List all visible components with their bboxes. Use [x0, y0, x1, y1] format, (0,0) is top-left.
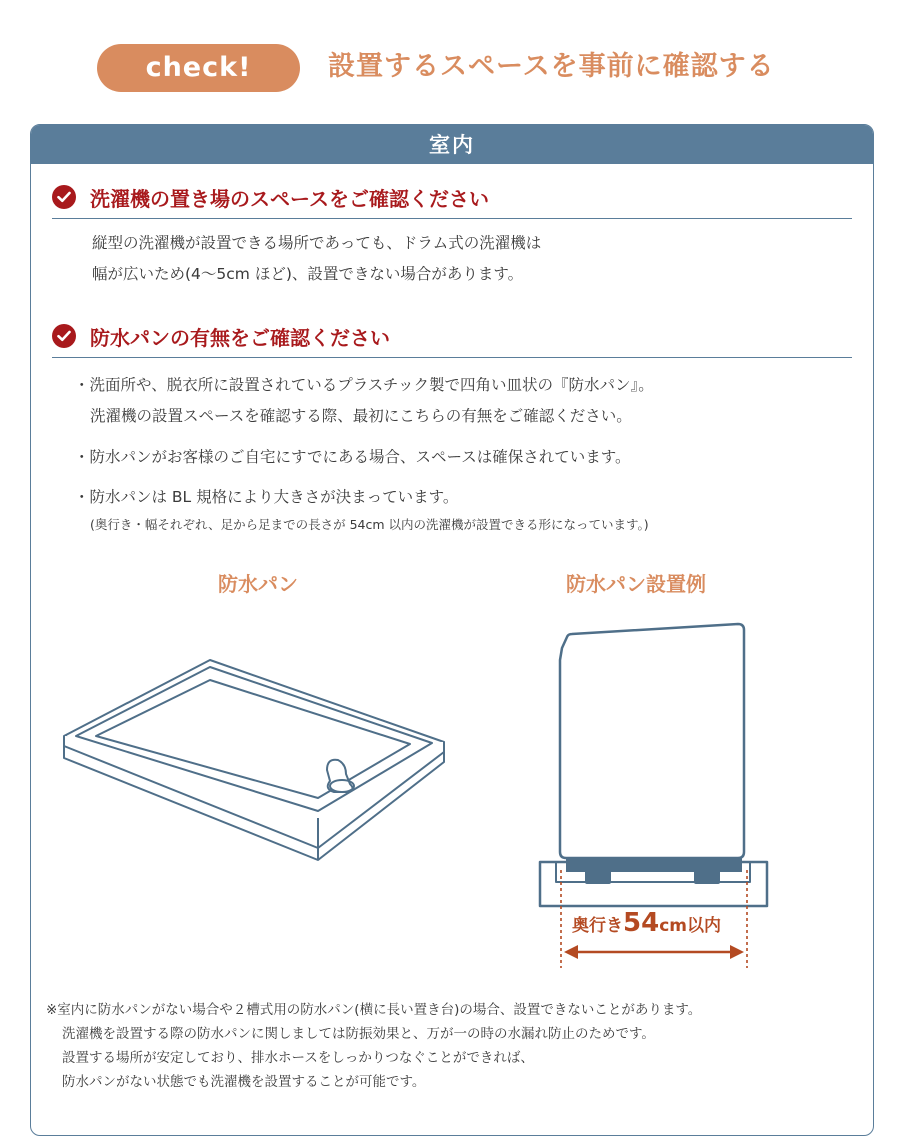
washer-illustration	[540, 624, 767, 906]
page-title: 設置するスペースを事前に確認する	[328, 51, 775, 82]
footnote-line: 防水パンがない状態でも洗濯機を設置することが可能です。	[62, 1074, 426, 1090]
body-line: 縦型の洗濯機が設置できる場所であっても、ドラム式の洗濯機は	[92, 234, 542, 252]
bullet-note: (奥行き・幅それぞれ、足から足までの長さが 54cm 以内の洗濯機が設置できる形になっています。)	[90, 517, 649, 532]
footnote-line: 設置する場所が安定しており、排水ホースをしっかりつなぐことができれば、	[62, 1050, 534, 1066]
dimension-prefix: 奥行き	[572, 916, 623, 936]
waterproof-pan-illustration	[64, 660, 444, 860]
section-title-text: 防水パンの有無をご確認ください	[90, 325, 390, 350]
figure-label-installation: 防水パン設置例	[566, 572, 706, 596]
figure-label-pan: 防水パン	[218, 572, 298, 596]
dimension-label	[572, 908, 721, 938]
dimension-suffix: cm以内	[659, 916, 721, 936]
section-title-text: 洗濯機の置き場のスペースをご確認ください	[90, 186, 489, 211]
dimension-value: 54	[623, 908, 660, 938]
body-line: 幅が広いため(4～5cm ほど)、設置できない場合があります。	[92, 265, 524, 283]
check-badge: check!	[97, 44, 300, 92]
footnote-line: ※室内に防水パンがない場合や２槽式用の防水パン(横に長い置き台)の場合、設置できないことがあります。	[46, 1002, 702, 1018]
bullet-line: 洗濯機の設置スペースを確認する際、最初にこちらの有無をご確認ください。	[90, 407, 632, 425]
bullet-line: ・洗面所や、脱衣所に設置されているプラスチック製で四角い皿状の『防水パン』。	[74, 376, 654, 394]
bullet-line: ・防水パンがお客様のご自宅にすでにある場合、スペースは確保されています。	[74, 448, 631, 466]
footnote-line: 洗濯機を設置する際の防水パンに関しましては防振効果と、万が一の時の水漏れ防止のためです。	[62, 1026, 655, 1042]
footnote	[46, 998, 701, 1094]
panel-heading: 室内	[31, 125, 873, 164]
bullet-line: ・防水パンは BL 規格により大きさが決まっています。	[74, 488, 459, 506]
